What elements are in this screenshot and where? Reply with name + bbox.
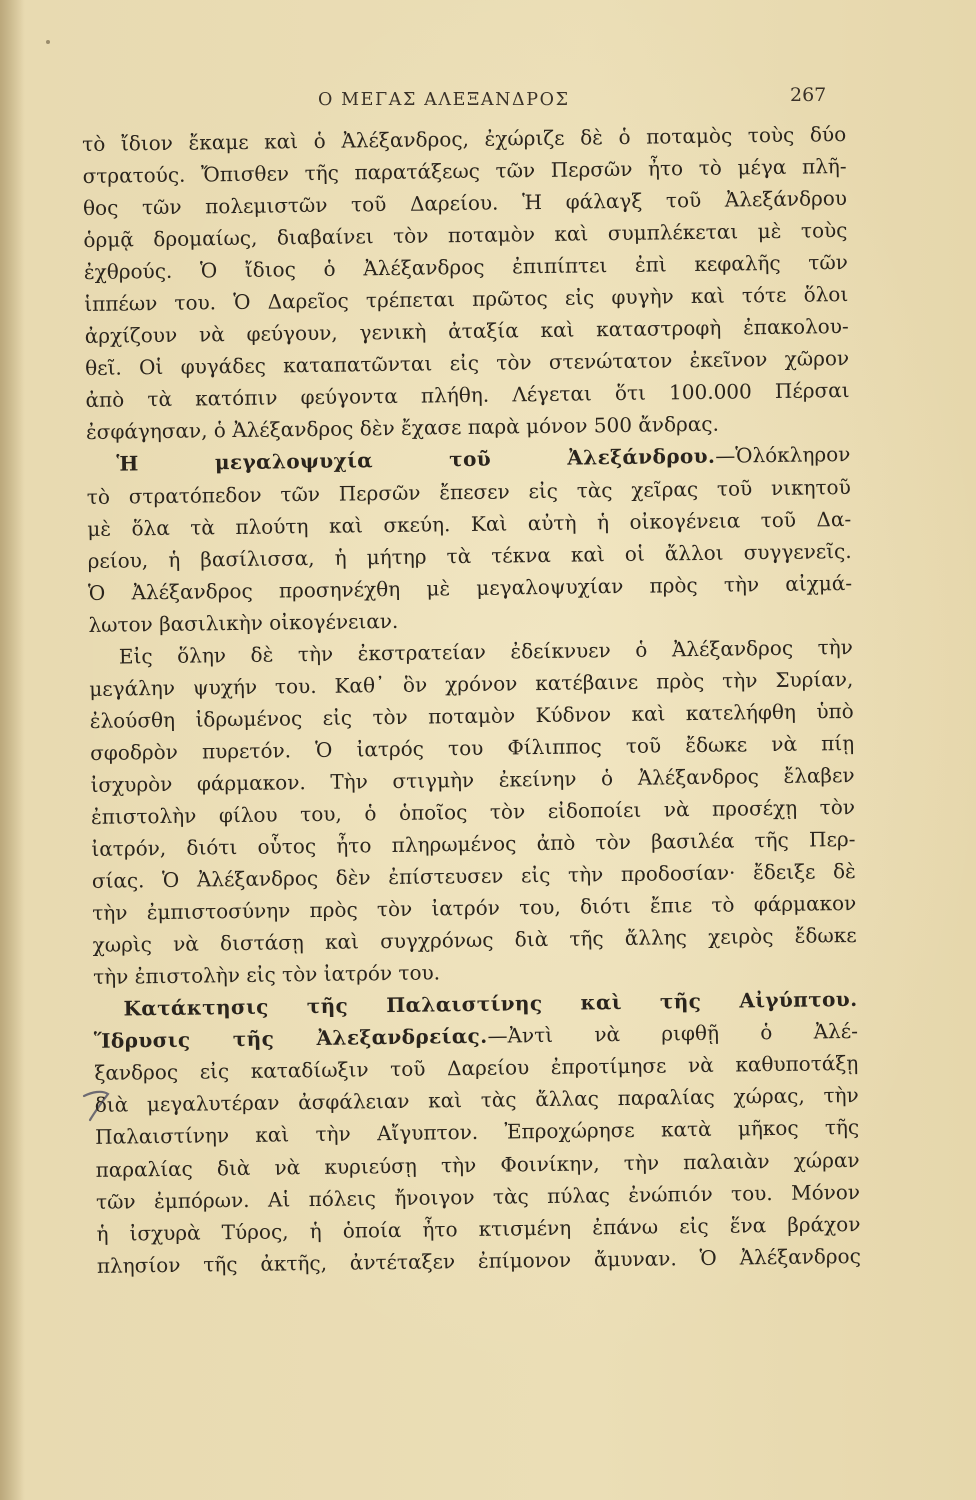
- text-line: Παλαιστίνην καὶ τὴν Αἴγυπτον. Ἐπροχώρησε κατὰ μῆκος τῆς: [95, 1115, 860, 1150]
- text-line: ἰσχυρὸν φάρμακον. Τὴν στιγμὴν ἐκείνην ὁ Ἀλέξανδρος ἔλαβεν: [90, 762, 855, 797]
- text-line: ἰατρόν, διότι οὗτος ἦτο πληρωμένος ἀπὸ τὸν βασιλέα τῆς Περ-: [91, 826, 856, 861]
- text-line: χωρὶς νὰ διστάσῃ καὶ συγχρόνως διὰ τῆς ἄλλης χειρὸς ἔδωκε: [92, 923, 857, 958]
- text-line: τὸ ἴδιον ἔκαμε καὶ ὁ Ἀλέξανδρος, ἐχώριζε δὲ ὁ ποταμὸς τοὺς δύο: [82, 121, 847, 156]
- text-line: ἐλούσθη ἱδρωμένος εἰς τὸν ποταμὸν Κύδνον καὶ κατελήφθη ὑπὸ: [89, 698, 854, 733]
- text-line: μὲ ὅλα τὰ πλούτη καὶ σκεύη. Καὶ αὐτὴ ἡ οἰκογένεια τοῦ Δα-: [87, 506, 852, 541]
- text-line: ξανδρος εἰς καταδίωξιν τοῦ Δαρείου ἐπροτίμησε νὰ καθυποτάξῃ: [94, 1051, 859, 1086]
- text-line: στρατούς. Ὄπισθεν τῆς παρατάξεως τῶν Περσῶν ἦτο τὸ μέγα πλῆ-: [82, 154, 847, 189]
- text-line: ὁρμᾷ δρομαίως, διαβαίνει τὸν ποταμὸν καὶ συμπλέκεται μὲ τοὺς: [83, 218, 848, 253]
- text-line: ἐπιστολὴν φίλου του, ὁ ὁποῖος τὸν εἰδοποίει νὰ προσέχῃ τὸν: [90, 794, 856, 829]
- text-line: ἀρχίζουν νὰ φεύγουν, γενικὴ ἀταξία καὶ καταστροφὴ ἐπακολου-: [84, 314, 849, 349]
- text-line: ἀπὸ τὰ κατόπιν φεύγοντα πλήθη. Λέγεται ὅτι 100.000 Πέρσαι: [85, 378, 850, 413]
- text-line: ἐχθρούς. Ὁ ἴδιος ὁ Ἀλέξανδρος ἐπιπίπτει ἐπὶ κεφαλῆς τῶν: [83, 250, 848, 285]
- section-heading: Ἡ μεγαλοψυχία τοῦ Ἀλεξάνδρου.: [116, 444, 716, 477]
- text-line: ἡ ἰσχυρὰ Τύρος, ἡ ὁποία ἦτο κτισμένη ἐπάνω εἰς ἕνα βράχον: [96, 1211, 861, 1246]
- section-heading: Κατάκτησις τῆς Παλαιστίνης καὶ τῆς Αἰγύπτου.: [123, 987, 858, 1021]
- text-line: παραλίας διὰ νὰ κυριεύσῃ τὴν Φοινίκην, τὴν παλαιὰν χώραν: [95, 1147, 860, 1182]
- text-line: διὰ μεγαλυτέραν ἀσφάλειαν καὶ τὰς ἄλλας παραλίας χώρας, τὴν: [94, 1083, 859, 1118]
- text-line: πλησίον τῆς ἀκτῆς, ἀντέταξεν ἐπίμονον ἄμυναν. Ὁ Ἀλέξανδρος: [96, 1243, 861, 1278]
- page-number: 267: [790, 84, 827, 106]
- text-line: ἐσφάγησαν, ὁ Ἀλέξανδρος δὲν ἔχασε παρὰ μόνον 500 ἄνδρας.: [85, 412, 720, 445]
- text-line: λωτον βασιλικὴν οἰκογένειαν.: [88, 608, 399, 637]
- text-line: ρείου, ἡ βασίλισσα, ἡ μήτηρ τὰ τέκνα καὶ οἱ ἄλλοι συγγενεῖς.: [87, 538, 852, 573]
- text-line: Ὁ Ἀλέξανδρος προσηνέχθη μὲ μεγαλοψυχίαν πρὸς τὴν αἰχμά-: [87, 570, 853, 605]
- running-title: Ο ΜΕΓΑΣ ΑΛΕΞΑΝΔΡΟΣ: [318, 90, 570, 110]
- text-line: σφοδρὸν πυρετόν. Ὁ ἰατρός του Φίλιππος τοῦ ἔδωκε νὰ πίῃ: [90, 730, 855, 765]
- text-line: τῶν ἐμπόρων. Αἱ πόλεις ἤνοιγον τὰς πύλας ἐνώπιόν του. Μόνον: [95, 1179, 861, 1214]
- text-line: Εἰς ὅλην δὲ τὴν ἐκστρατείαν ἐδείκνυεν ὁ Ἀλέξανδρος τὴν: [118, 634, 854, 669]
- text-line: σίας. Ὁ Ἀλέξανδρος δὲν ἐπίστευσεν εἰς τὴν προδοσίαν· ἔδειξε δὲ: [91, 859, 856, 894]
- text-line: μεγάλην ψυχήν του. Καθ᾽ ὃν χρόνον κατέβαινε πρὸς τὴν Συρίαν,: [89, 666, 854, 701]
- text-line: θος τῶν πολεμιστῶν τοῦ Δαρείου. Ἡ φάλαγξ τοῦ Ἀλεξάνδρου: [82, 186, 848, 221]
- ink-speck: [46, 40, 50, 44]
- page-header: [0, 84, 976, 114]
- text-line: θεῖ. Οἱ φυγάδες καταπατῶνται εἰς τὸν στενώτατον ἐκεῖνον χῶρον: [84, 346, 850, 381]
- text-line: τὴν ἐμπιστοσύνην πρὸς τὸν ἰατρόν του, διότι ἔπιε τὸ φάρμακον: [92, 891, 857, 926]
- body-text: [82, 118, 861, 1282]
- text-run: —Ἀντὶ νὰ ριφθῇ ὁ Ἀλέ-: [487, 1019, 859, 1049]
- text-run: —Ὁλόκληρον: [715, 442, 851, 469]
- text-line: τὴν ἐπιστολὴν εἰς τὸν ἰατρόν του.: [92, 960, 441, 990]
- binding-shadow: [0, 0, 24, 1500]
- text-line: τὸ στρατόπεδον τῶν Περσῶν ἔπεσεν εἰς τὰς χεῖρας τοῦ νικητοῦ: [86, 474, 851, 509]
- section-heading: Ἵδρυσις τῆς Ἀλεξανδρείας.: [93, 1024, 488, 1054]
- text-line: ἱππέων του. Ὁ Δαρεῖος τρέπεται πρῶτος εἰς φυγὴν καὶ τότε ὅλοι: [84, 282, 849, 317]
